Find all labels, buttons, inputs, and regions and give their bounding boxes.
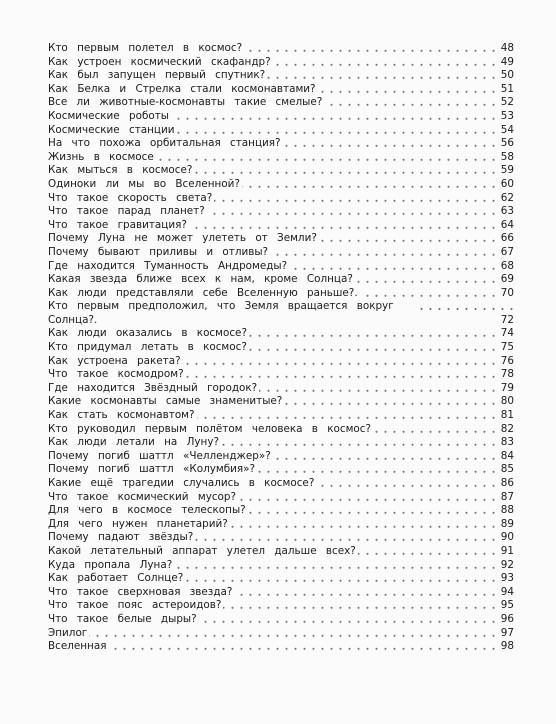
toc-entry-title: Почему Луна не может улететь от Земли? [48, 232, 317, 245]
toc-entry [48, 151, 514, 165]
toc-entry-page-number: 85 [500, 463, 514, 476]
toc-entry-page-number: 95 [500, 599, 514, 612]
toc-entry-title: На что похожа орбитальная станция? [48, 137, 281, 150]
toc-entry [48, 559, 514, 573]
toc-entry [48, 219, 514, 233]
toc-entry-page-number: 89 [500, 517, 514, 530]
toc-entry-title: Что такое пояс астероидов? [48, 599, 222, 612]
toc-entry-title: Кто руководил первым полётом человека в космос? [48, 422, 372, 435]
toc-entry-page-number: 82 [500, 422, 514, 435]
toc-entry-page-number: 75 [500, 341, 514, 354]
toc-entry [48, 273, 514, 287]
toc-entry-title: Почему бывают приливы и отливы? [48, 245, 269, 258]
toc-entry [48, 327, 514, 341]
toc-entry-title: Что такое космический мусор? [48, 490, 237, 503]
toc-entry [48, 395, 514, 409]
toc-entry-title: Кто первым полетел в космос? [48, 42, 243, 54]
toc-entry-title: Почему падают звёзды? [48, 531, 194, 544]
toc-entry [48, 436, 514, 450]
toc-entry [48, 627, 514, 641]
toc-entry-page-number: 76 [500, 354, 514, 367]
toc-entry-title: Как люди оказались в космосе? [48, 327, 247, 340]
toc-entry [48, 368, 514, 382]
toc-entry-page-number: 72 [500, 313, 514, 326]
toc-entry-title: Жизнь в космосе [48, 150, 154, 163]
toc-entry-page-number: 60 [500, 177, 514, 190]
toc-entry [48, 355, 514, 369]
toc-entry [48, 463, 514, 477]
toc-entry-page-number: 78 [500, 368, 514, 381]
toc-entry-page-number: 51 [500, 82, 514, 95]
toc-entry [48, 137, 514, 151]
toc-entry-page-number: 66 [500, 232, 514, 245]
toc-entry-title: Как люди летали на Луну? [48, 436, 219, 449]
toc-entry [48, 518, 514, 532]
toc-entry-page-number: 62 [500, 191, 514, 204]
toc-entry-title: Как устроена ракета? [48, 354, 181, 367]
toc-entry-page-number: 79 [500, 381, 514, 394]
toc-entry-title: Космические станции [48, 123, 175, 136]
toc-entry-page-number: 67 [500, 245, 514, 258]
toc-entry-page-number: 93 [500, 572, 514, 585]
toc-entry-page-number: 97 [500, 626, 514, 639]
toc-entry-title: Какой летательный аппарат улетел дальше всех? [48, 544, 356, 557]
toc-entry [48, 640, 514, 654]
toc-entry [48, 205, 514, 219]
toc-entry-title: Как мыться в космосе? [48, 164, 193, 177]
toc-entry [48, 423, 514, 437]
toc-entry [48, 83, 514, 97]
toc-entry-page-number: 68 [500, 259, 514, 272]
toc-entry [48, 409, 514, 423]
toc-entry-page-number: 69 [500, 273, 514, 286]
toc-entry-page-number: 84 [500, 449, 514, 462]
toc-entry-page-number: 74 [500, 327, 514, 340]
toc-entry [48, 491, 514, 505]
toc-entry [48, 96, 514, 110]
toc-entry-title: Что такое белые дыры? [48, 612, 197, 625]
toc-entry-page-number: 94 [500, 585, 514, 598]
toc-entry-title: Как работает Солнце? [48, 572, 184, 585]
toc-entry-title: Вселенная [48, 640, 107, 653]
toc-entry [48, 124, 514, 138]
toc-entry-page-number: 96 [500, 612, 514, 625]
toc-entry-title: Как Белка и Стрелка стали космонавтами? [48, 82, 316, 95]
toc-entry-title: Куда пропала Луна? [48, 558, 173, 571]
toc-entry-title: Что такое парад планет? [48, 205, 205, 218]
toc-entry-page-number: 54 [500, 123, 514, 136]
toc-entry [48, 232, 514, 246]
toc-entry [48, 110, 514, 124]
toc-entry [48, 341, 514, 355]
toc-entry-title: Что такое скорость света? [48, 191, 213, 204]
toc-entry-title: Что такое сверхновая звезда? [48, 585, 233, 598]
toc-entry [48, 613, 514, 627]
toc-entry [48, 586, 514, 600]
toc-entry [48, 382, 514, 396]
toc-entry [48, 531, 514, 545]
toc-entry-page-number: 50 [500, 69, 514, 82]
toc-entry-page-number: 80 [500, 395, 514, 408]
toc-entry-title: Что такое гравитация? [48, 218, 187, 231]
toc-entry-page-number: 70 [500, 286, 514, 299]
toc-entry-title: Одиноки ли мы во Вселенной? [48, 177, 240, 190]
toc-entry-title: Для чего в космосе телескопы? [48, 504, 246, 517]
toc-entry [48, 42, 514, 56]
toc-entry [48, 192, 514, 206]
toc-entry-page-number: 92 [500, 558, 514, 571]
toc-entry-title: Какие ещё трагедии случались в космосе? [48, 477, 315, 489]
toc-entry-page-number: 59 [500, 164, 514, 177]
toc-entry-title: Кто первым предположил, что Земля вращается вокруг Солнца?. [48, 300, 420, 327]
toc-entry [48, 246, 514, 260]
toc-entry-title: Эпилог [48, 626, 88, 639]
toc-entry-title: Кто придумал летать в космос? [48, 341, 247, 354]
toc-entry-title: Почему погиб шаттл «Колумбия»? [48, 463, 255, 476]
toc-entry [48, 572, 514, 586]
toc-entry [48, 178, 514, 192]
toc-entry-page-number: 88 [500, 504, 514, 517]
toc-entry-title: Как люди представляли себе Вселенную раньше?. [48, 286, 358, 299]
toc-entry [48, 545, 514, 559]
toc-entry-title: Все ли животные-космонавты такие смелые? [48, 96, 323, 109]
toc-entry [48, 504, 514, 518]
toc-entry-page-number: 58 [500, 150, 514, 163]
toc-entry [48, 287, 514, 301]
toc-entry-title: Для чего нужен планетарий? [48, 517, 228, 530]
toc-entry-page-number: 56 [500, 137, 514, 150]
toc-entry [48, 69, 514, 83]
toc-entry-page-number: 91 [500, 544, 514, 557]
toc-entry [48, 599, 514, 613]
toc-entry [48, 260, 514, 274]
toc-entry-title: Как был запущен первый спутник? [48, 69, 266, 82]
toc-entry-title: Что такое космодром? [48, 368, 184, 381]
toc-entry-title: Где находится Звёздный городок? [48, 381, 258, 394]
toc-entry-page-number: 86 [500, 477, 514, 489]
toc-entry-page-number: 83 [500, 436, 514, 449]
toc-entry-title: Как устроен космический скафандр? [48, 55, 271, 68]
toc-entry-title: Почему погиб шаттл «Челленджер»? [48, 449, 271, 462]
toc-entry-page-number: 53 [500, 109, 514, 122]
toc-entry [48, 164, 514, 178]
toc-entry-page-number: 49 [500, 55, 514, 68]
toc-entry-title: Какие космонавты самые знаменитые? [48, 395, 283, 408]
toc-entry-page-number: 63 [500, 205, 514, 218]
toc-entry-page-number: 98 [500, 640, 514, 653]
toc-entry-title: Где находится Туманность Андромеды? [48, 259, 288, 272]
toc-entry-page-number: 87 [500, 490, 514, 503]
toc-entry-page-number: 64 [500, 218, 514, 231]
toc-entry [48, 477, 514, 491]
toc-entry-title: Какая звезда ближе всех к нам, кроме Солнца? [48, 273, 353, 286]
table-of-contents [48, 42, 514, 654]
toc-entry-page-number: 48 [500, 42, 514, 54]
toc-entry-page-number: 81 [500, 409, 514, 422]
toc-entry [48, 300, 514, 327]
toc-entry-page-number: 52 [500, 96, 514, 109]
toc-entry [48, 56, 514, 70]
toc-entry [48, 450, 514, 464]
toc-entry-page-number: 90 [500, 531, 514, 544]
toc-entry-title: Как стать космонавтом? [48, 409, 195, 422]
toc-entry-title: Космические роботы [48, 109, 169, 122]
